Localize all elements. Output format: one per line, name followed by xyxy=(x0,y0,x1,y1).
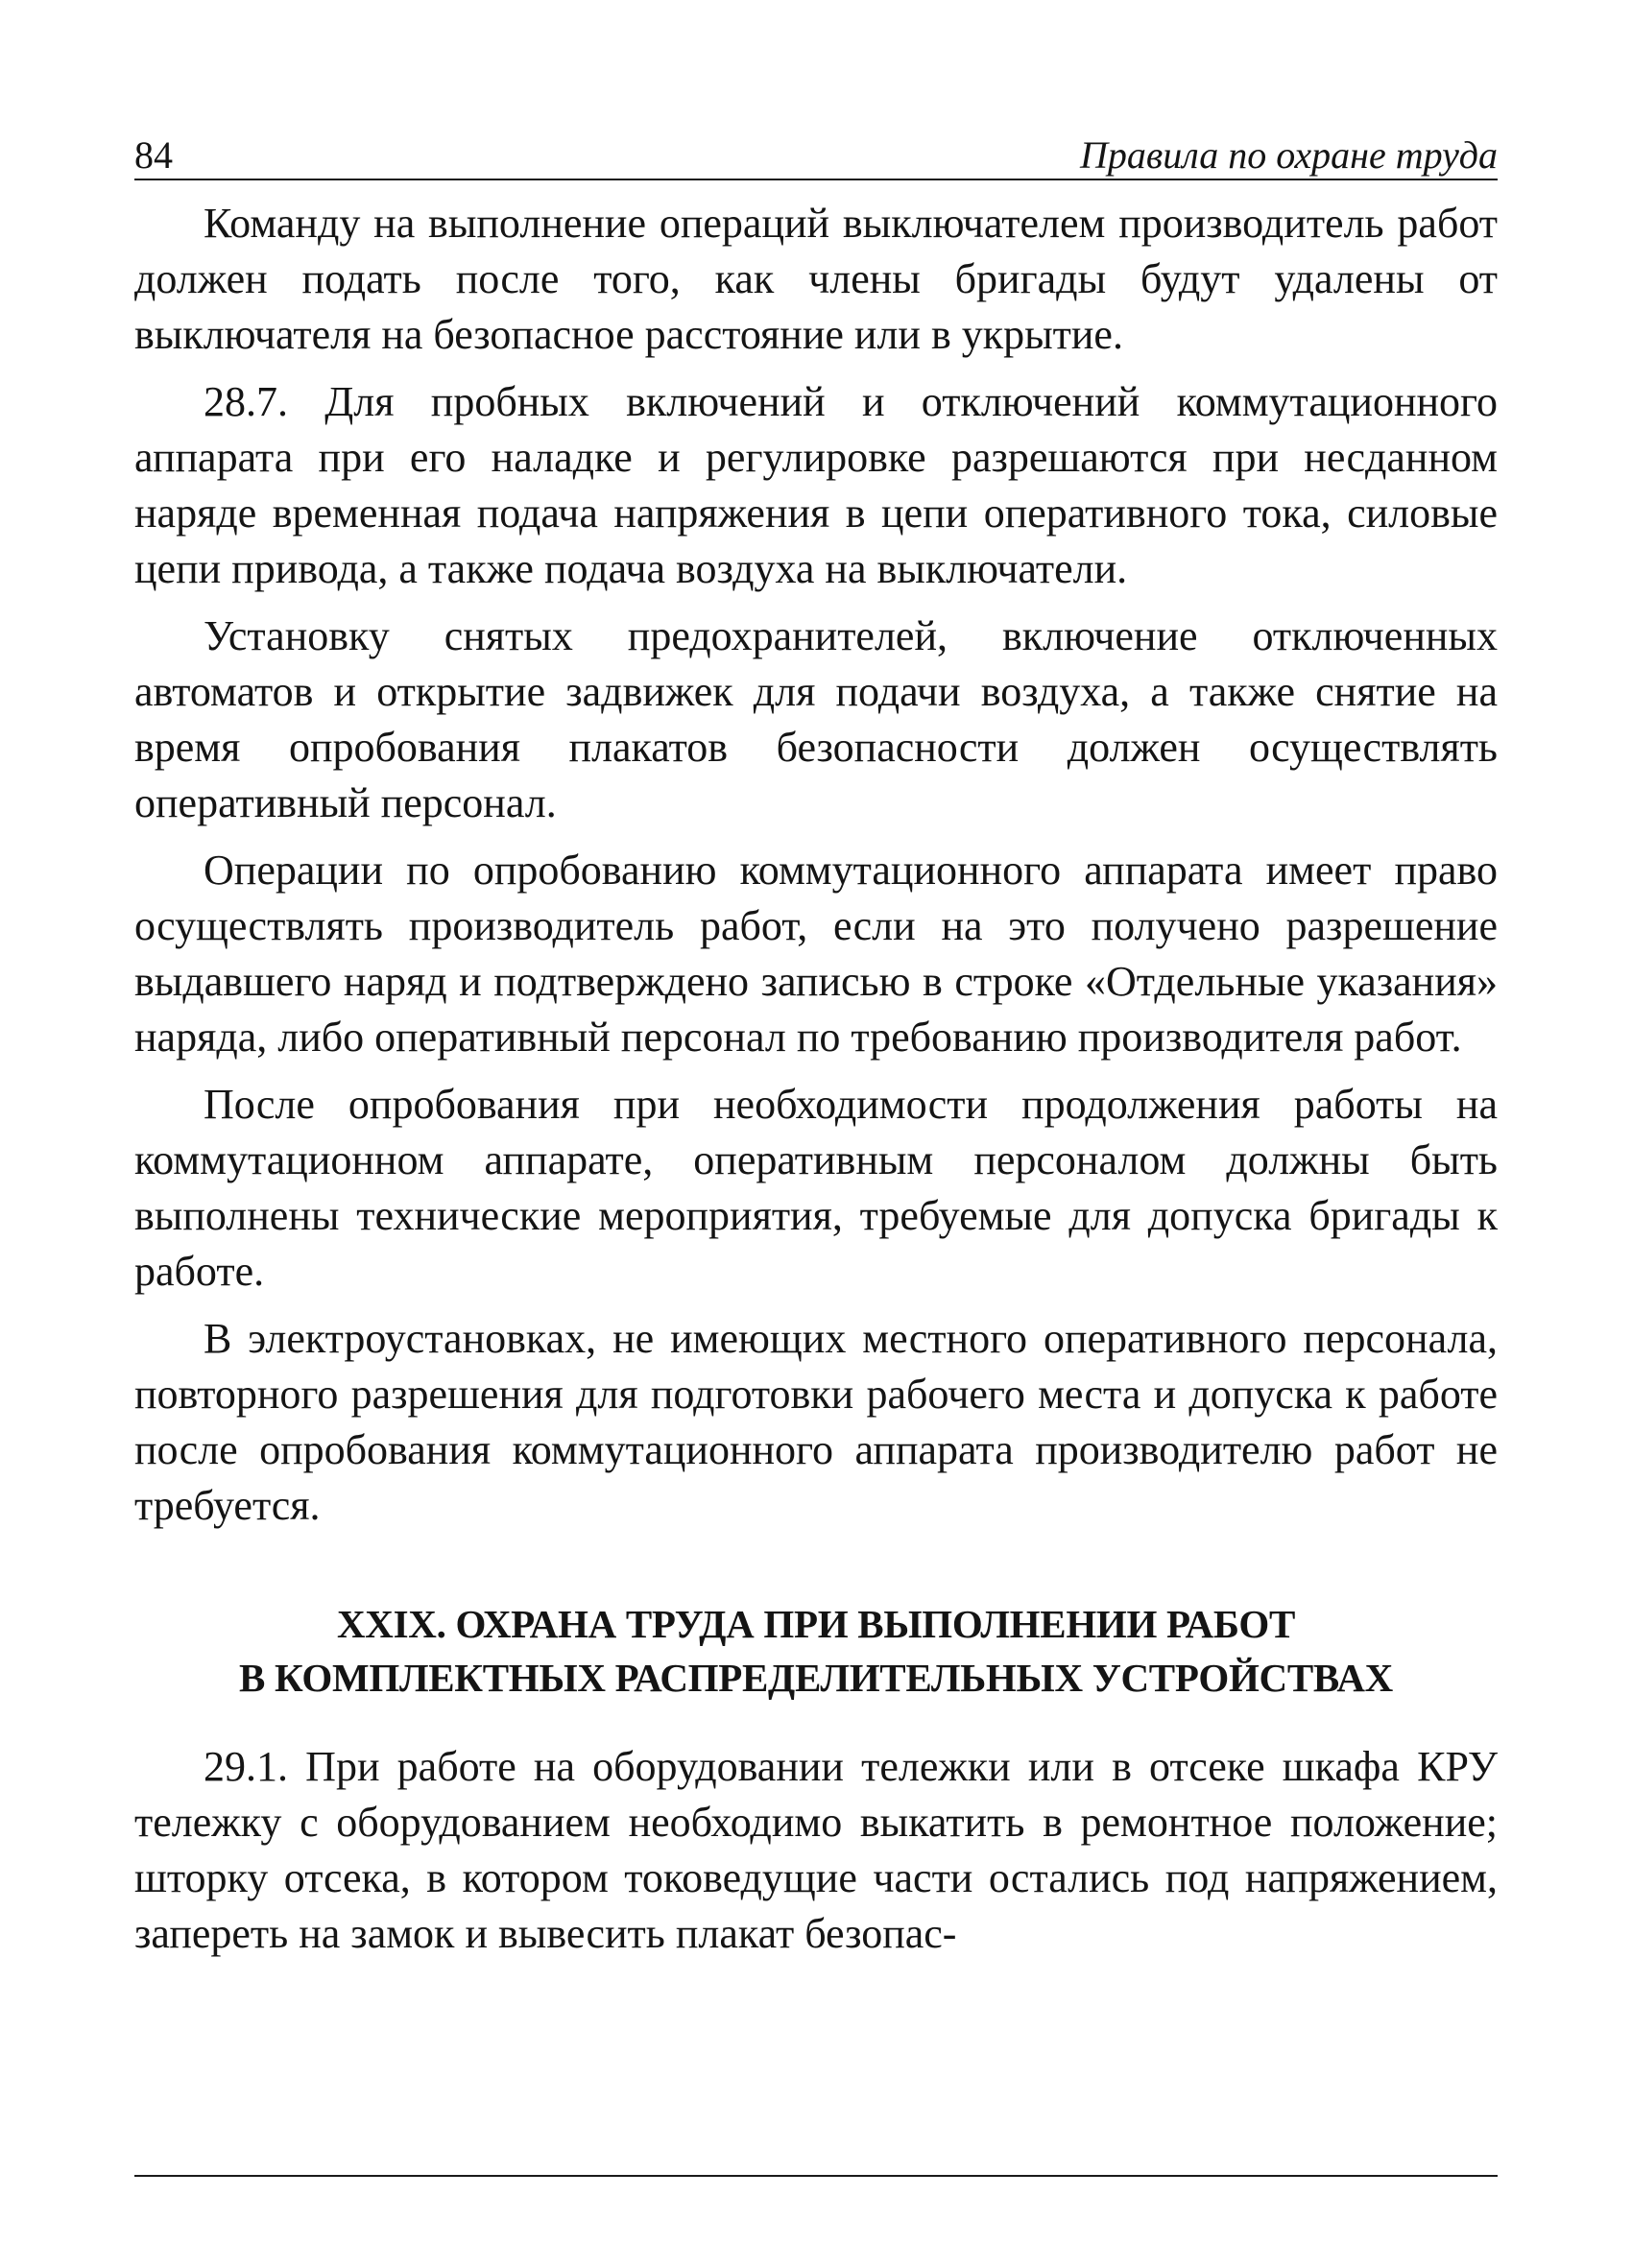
footer-rule xyxy=(134,2175,1498,2177)
section-heading xyxy=(134,1597,1498,1705)
paragraph-5: После опробования при необходимости продолжения работы на коммутационном аппарате, оперативным персоналом должны быть выполнены технические мероприятия, требуемые для допуска бригады к работе. xyxy=(134,1081,1498,1295)
section-paragraph: 29.1. При работе на оборудовании тележки или в отсеке шкафа КРУ тележку с оборудованием необходимо выкатить в ремонтное положение; шторку отсека, в котором токоведущие части остались под напряжением, запереть на замок и вывесить плакат безопас- xyxy=(134,1743,1498,1957)
paragraph-1: Команду на выполнение операций выключателем производитель работ должен подать после того, как члены бригады будут удалены от выключателя на безопасное расстояние или в укрытие. xyxy=(134,200,1498,358)
section-heading-line-1: XXIX. ОХРАНА ТРУДА ПРИ ВЫПОЛНЕНИИ РАБОТ xyxy=(336,1602,1296,1646)
document-page xyxy=(134,123,1498,2177)
body-text xyxy=(134,196,1498,1962)
paragraph-2: 28.7. Для пробных включений и отключений коммутационного аппарата при его наладке и регулировке разрешаются при несданном наряде временная подача напряжения в цепи оперативного тока, силовые цепи привода, а также подача воздуха на выключатели. xyxy=(134,378,1498,592)
section-heading-line-2: В КОМПЛЕКТНЫХ РАСПРЕДЕЛИТЕЛЬНЫХ УСТРОЙСТВАХ xyxy=(239,1656,1393,1700)
running-head xyxy=(134,123,1498,180)
paragraph-3: Установку снятых предохранителей, включение отключенных автоматов и открытие задвижек для подачи воздуха, а также снятие на время опробования плакатов безопасности должен осуществлять оперативный персонал. xyxy=(134,612,1498,826)
running-title: Правила по охране труда xyxy=(1080,133,1498,177)
paragraph-6: В электроустановках, не имеющих местного оперативного персонала, повторного разрешения для подготовки рабочего места и допуска к работе после опробования коммутационного аппарата производителю работ не требуется. xyxy=(134,1315,1498,1529)
page-number: 84 xyxy=(134,133,173,177)
paragraph-4: Операции по опробованию коммутационного аппарата имеет право осуществлять производитель работ, если на это получено разрешение выдавшего наряд и подтверждено записью в строке «Отдельные указания» наряда, либо оперативный персонал по требованию производителя работ. xyxy=(134,847,1498,1061)
